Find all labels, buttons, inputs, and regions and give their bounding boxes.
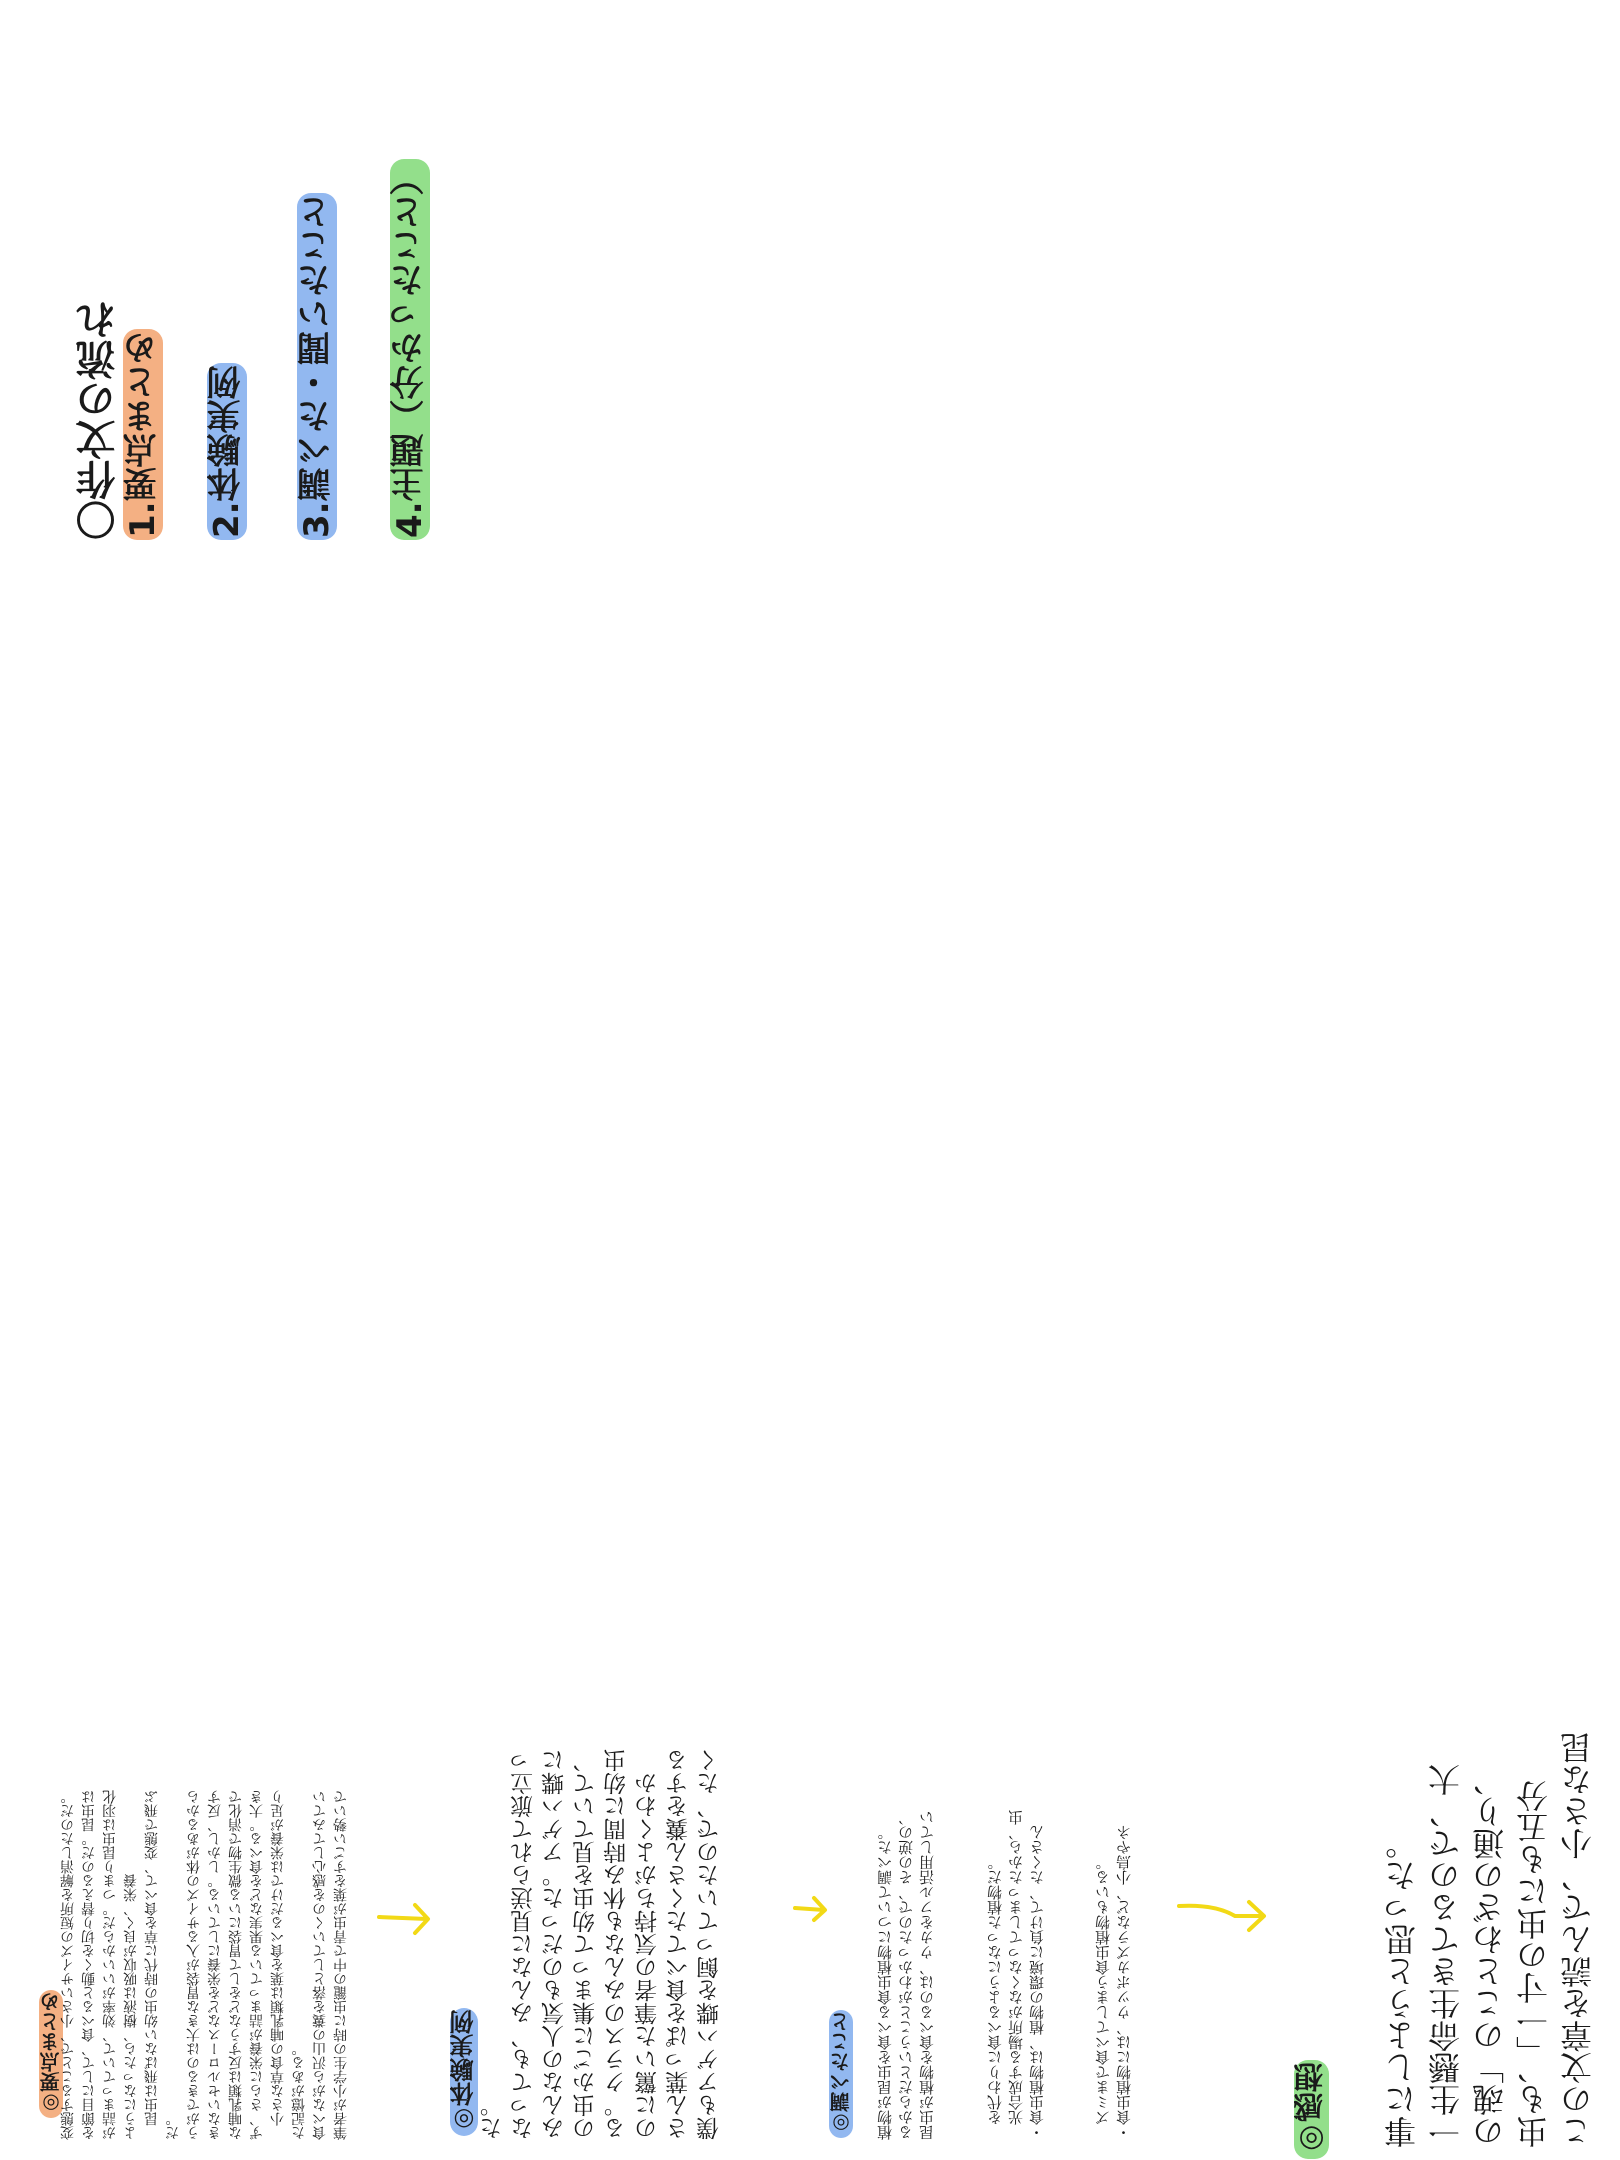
research-heading-text: ◎調べたこと	[829, 2012, 853, 2136]
outline-title: 〇作文の流れ	[76, 300, 122, 540]
experience-heading	[446, 2008, 481, 2136]
outline-item-1-label: 1.要点まとめ	[123, 331, 163, 538]
arrow-right-icon	[790, 1890, 830, 1925]
outline-item-3-label: 3.調べた・聞いたこと	[297, 195, 337, 538]
impression-heading-text: ◎感想	[1294, 2062, 1329, 2157]
outline-item-4	[385, 161, 434, 540]
outline-item-3	[292, 185, 341, 540]
outline-item-4-label: 4.主題（分かったこと）	[390, 161, 430, 538]
research-bullet-1: ・食虫植物は、植物の環境に負けて、たくさん 光合成する場所がなくなってしまったから、虫 を代わりに食べるようになった植物だ。	[986, 1810, 1046, 2140]
summary-heading-text: ◎要点まとめ	[39, 1992, 63, 2116]
research-heading	[826, 2010, 855, 2138]
outline-item-2	[202, 360, 251, 540]
impression-body: この文章を読んで、小さな昆 虫も、「一寸の虫にも五分 の魂」のことわざの通り、 一生懸命生きてるので、大 事にしようと思った。	[1383, 1732, 1597, 2148]
outline-item-2-label: 2.体験実例	[207, 365, 247, 538]
outline-item-1	[118, 320, 167, 540]
experience-body: 僕もアゲハ蝶を飼っていたので、たく さん葉っぱを食べてたくさん糞をする のに驚いた筆者の気持ちがよくわか る。クラスのみんなも休み時間に幼虫 の虫かごに集まって幼虫を見ていて、 みんなの人気ものだった。アゲハ蝶に なっても、みんなに見送られて旅立っ た。	[480, 1749, 723, 2140]
research-paragraph: 昆虫が植物を食べるのは、ウカをフル活用してい るからだということがわかったので、その逆の、 植物が昆虫を食べる食虫植物について調べた。	[876, 1810, 936, 2140]
impression-heading	[1290, 2060, 1334, 2159]
summary-body: 筆者が小学生の時に虫籠の中で青虫が葉をすごい勢いで 食べながら沢山の糞を落としていくのを感心してみてい た記憶がある。 小さな草食の哺乳類は葉を食べるだけでは栄養が足り ず、さらに栄養が詰まっている果実などを食べる。大き な哺乳類は反すうなどをして胃袋にいる微生物で消化で きないセルロースなどを栄養にしている。しかし、反す うができるのは大きな胃袋が入るサイズの体があるから だ。 昆虫は飛ばない幼虫の時代に草を食べて、変態で飛ぶ ようになったら、樹液は吸収が良く、栄養 が詰まっていて、効率がいいからだ。つまり昆虫は羽化 を節目にして、食べると動くを切り替えるのだ。昆虫は 変態することで、小さいサイズの短所を解消したのだ。	[60, 1790, 349, 2140]
arrow-right-icon	[375, 1895, 435, 1940]
arrow-right-icon	[1175, 1890, 1270, 1935]
experience-heading-text: ◎体験実例	[450, 2010, 478, 2134]
research-bullet-2: ・食虫植物には、ウツボカズラなど、小鳥やネ ズミまで食べてしまう食虫植物もいる。	[1094, 1825, 1133, 2140]
